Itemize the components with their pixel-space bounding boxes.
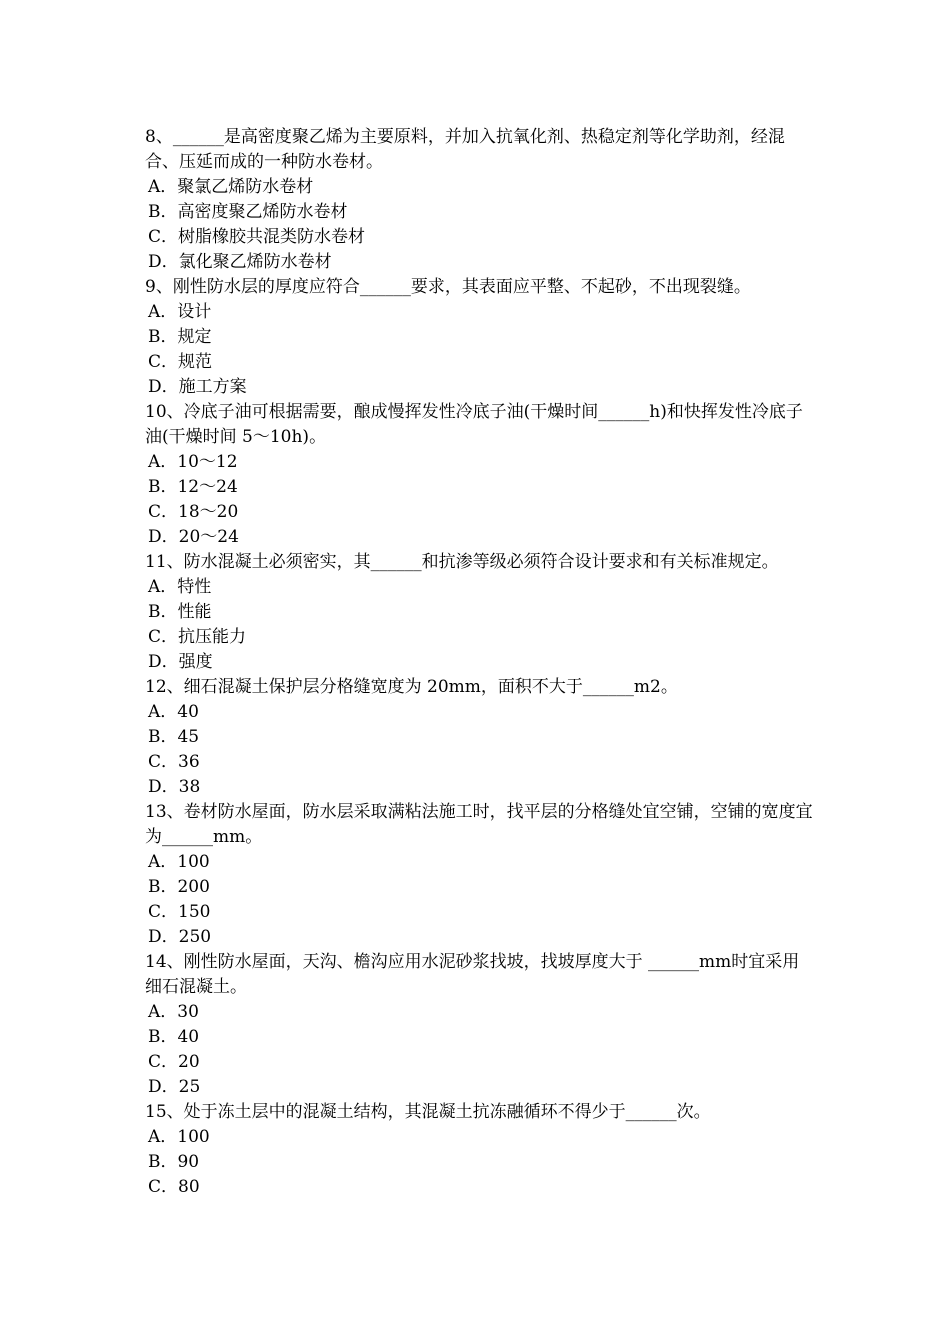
- option-b: B．规定: [148, 327, 212, 347]
- option-c: C．抗压能力: [148, 627, 247, 647]
- option-c: C．150: [148, 902, 211, 922]
- question-list: [145, 125, 815, 1200]
- question-stem: 14、刚性防水屋面，天沟、檐沟应用水泥砂浆找坡，找坡厚度大于 ______mm时宜采用细石混凝土。: [145, 952, 800, 997]
- option-d: D．20～24: [148, 527, 239, 547]
- option-a: A．10～12: [148, 452, 238, 472]
- question-8: [145, 125, 815, 275]
- question-stem: 10、冷底子油可根据需要，酿成慢挥发性冷底子油(干燥时间______h)和快挥发性冷底子油(干燥时间 5～10h)。: [145, 402, 803, 447]
- option-c: C．36: [148, 752, 200, 772]
- question-15: [145, 1100, 815, 1200]
- option-b: B．40: [148, 1027, 200, 1047]
- option-a: A．30: [148, 1002, 199, 1022]
- option-a: A．40: [148, 702, 199, 722]
- question-11: [145, 550, 815, 675]
- question-stem: 12、细石混凝土保护层分格缝宽度为 20mm，面积不大于______m2。: [145, 677, 678, 697]
- option-b: B．45: [148, 727, 200, 747]
- question-stem: 15、处于冻土层中的混凝土结构，其混凝土抗冻融循环不得少于______次。: [145, 1102, 711, 1122]
- question-stem: 13、卷材防水屋面，防水层采取满粘法施工时，找平层的分格缝处宜空铺，空铺的宽度宜为______mm。: [145, 802, 813, 847]
- option-a: A．100: [148, 1127, 210, 1147]
- option-b: B．高密度聚乙烯防水卷材: [148, 202, 348, 222]
- question-stem: 9、刚性防水层的厚度应符合______要求，其表面应平整、不起砂，不出现裂缝。: [145, 277, 751, 297]
- question-9: [145, 275, 815, 400]
- question-12: [145, 675, 815, 800]
- option-a: A．设计: [148, 302, 212, 322]
- option-d: D．250: [148, 927, 212, 947]
- option-c: C．18～20: [148, 502, 239, 522]
- option-d: D．氯化聚乙烯防水卷材: [148, 252, 332, 272]
- option-a: A．聚氯乙烯防水卷材: [148, 177, 314, 197]
- question-14: [145, 950, 815, 1100]
- option-c: C．规范: [148, 352, 213, 372]
- option-c: C．树脂橡胶共混类防水卷材: [148, 227, 366, 247]
- option-b: B．200: [148, 877, 210, 897]
- option-c: C．80: [148, 1177, 200, 1197]
- option-d: D．施工方案: [148, 377, 247, 397]
- question-10: [145, 400, 815, 550]
- option-c: C．20: [148, 1052, 200, 1072]
- option-b: B．性能: [148, 602, 212, 622]
- option-d: D．强度: [148, 652, 213, 672]
- option-b: B．90: [148, 1152, 200, 1172]
- question-stem: 11、防水混凝土必须密实，其______和抗渗等级必须符合设计要求和有关标准规定。: [145, 552, 779, 572]
- option-a: A．特性: [148, 577, 212, 597]
- option-d: D．38: [148, 777, 201, 797]
- option-d: D．25: [148, 1077, 201, 1097]
- question-stem: 8、______是高密度聚乙烯为主要原料，并加入抗氧化剂、热稳定剂等化学助剂，经混合、压延而成的一种防水卷材。: [145, 127, 785, 172]
- question-13: [145, 800, 815, 950]
- option-b: B．12～24: [148, 477, 238, 497]
- option-a: A．100: [148, 852, 210, 872]
